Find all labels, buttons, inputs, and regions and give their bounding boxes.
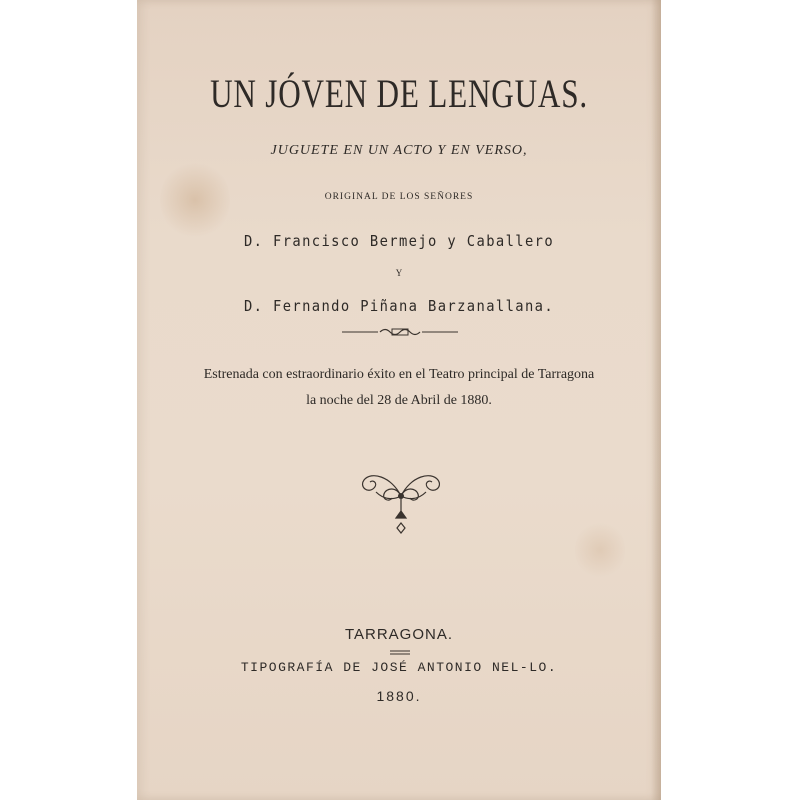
play-title: UN JÓVEN DE LENGUAS. — [210, 71, 588, 116]
play-subtitle: JUGUETE EN UN ACTO Y EN VERSO, — [270, 143, 528, 158]
original-credit-line: ORIGINAL DE LOS SEÑORES — [324, 192, 474, 202]
publication-year: 1880. — [376, 688, 422, 704]
decorative-rule-icon — [340, 325, 460, 339]
paper-stain — [575, 520, 625, 580]
separator-dash-icon — [390, 650, 410, 655]
premiere-note-line-1: Estrenada con estraordinario éxito en el Teatro principal de Tarragona — [203, 367, 595, 382]
author-2: D. Fernando Piñana Barzanallana. — [243, 297, 555, 315]
author-conjunction: Y — [395, 268, 403, 278]
premiere-note-line-2: la noche del 28 de Abril de 1880. — [306, 393, 492, 408]
publication-city: TARRAGONA. — [344, 626, 454, 643]
floral-ornament-icon — [356, 466, 446, 541]
author-1: D. Francisco Bermejo y Caballero — [243, 232, 555, 250]
printer-imprint: TIPOGRAFÍA DE JOSÉ ANTONIO NEL-LO. — [240, 660, 558, 675]
